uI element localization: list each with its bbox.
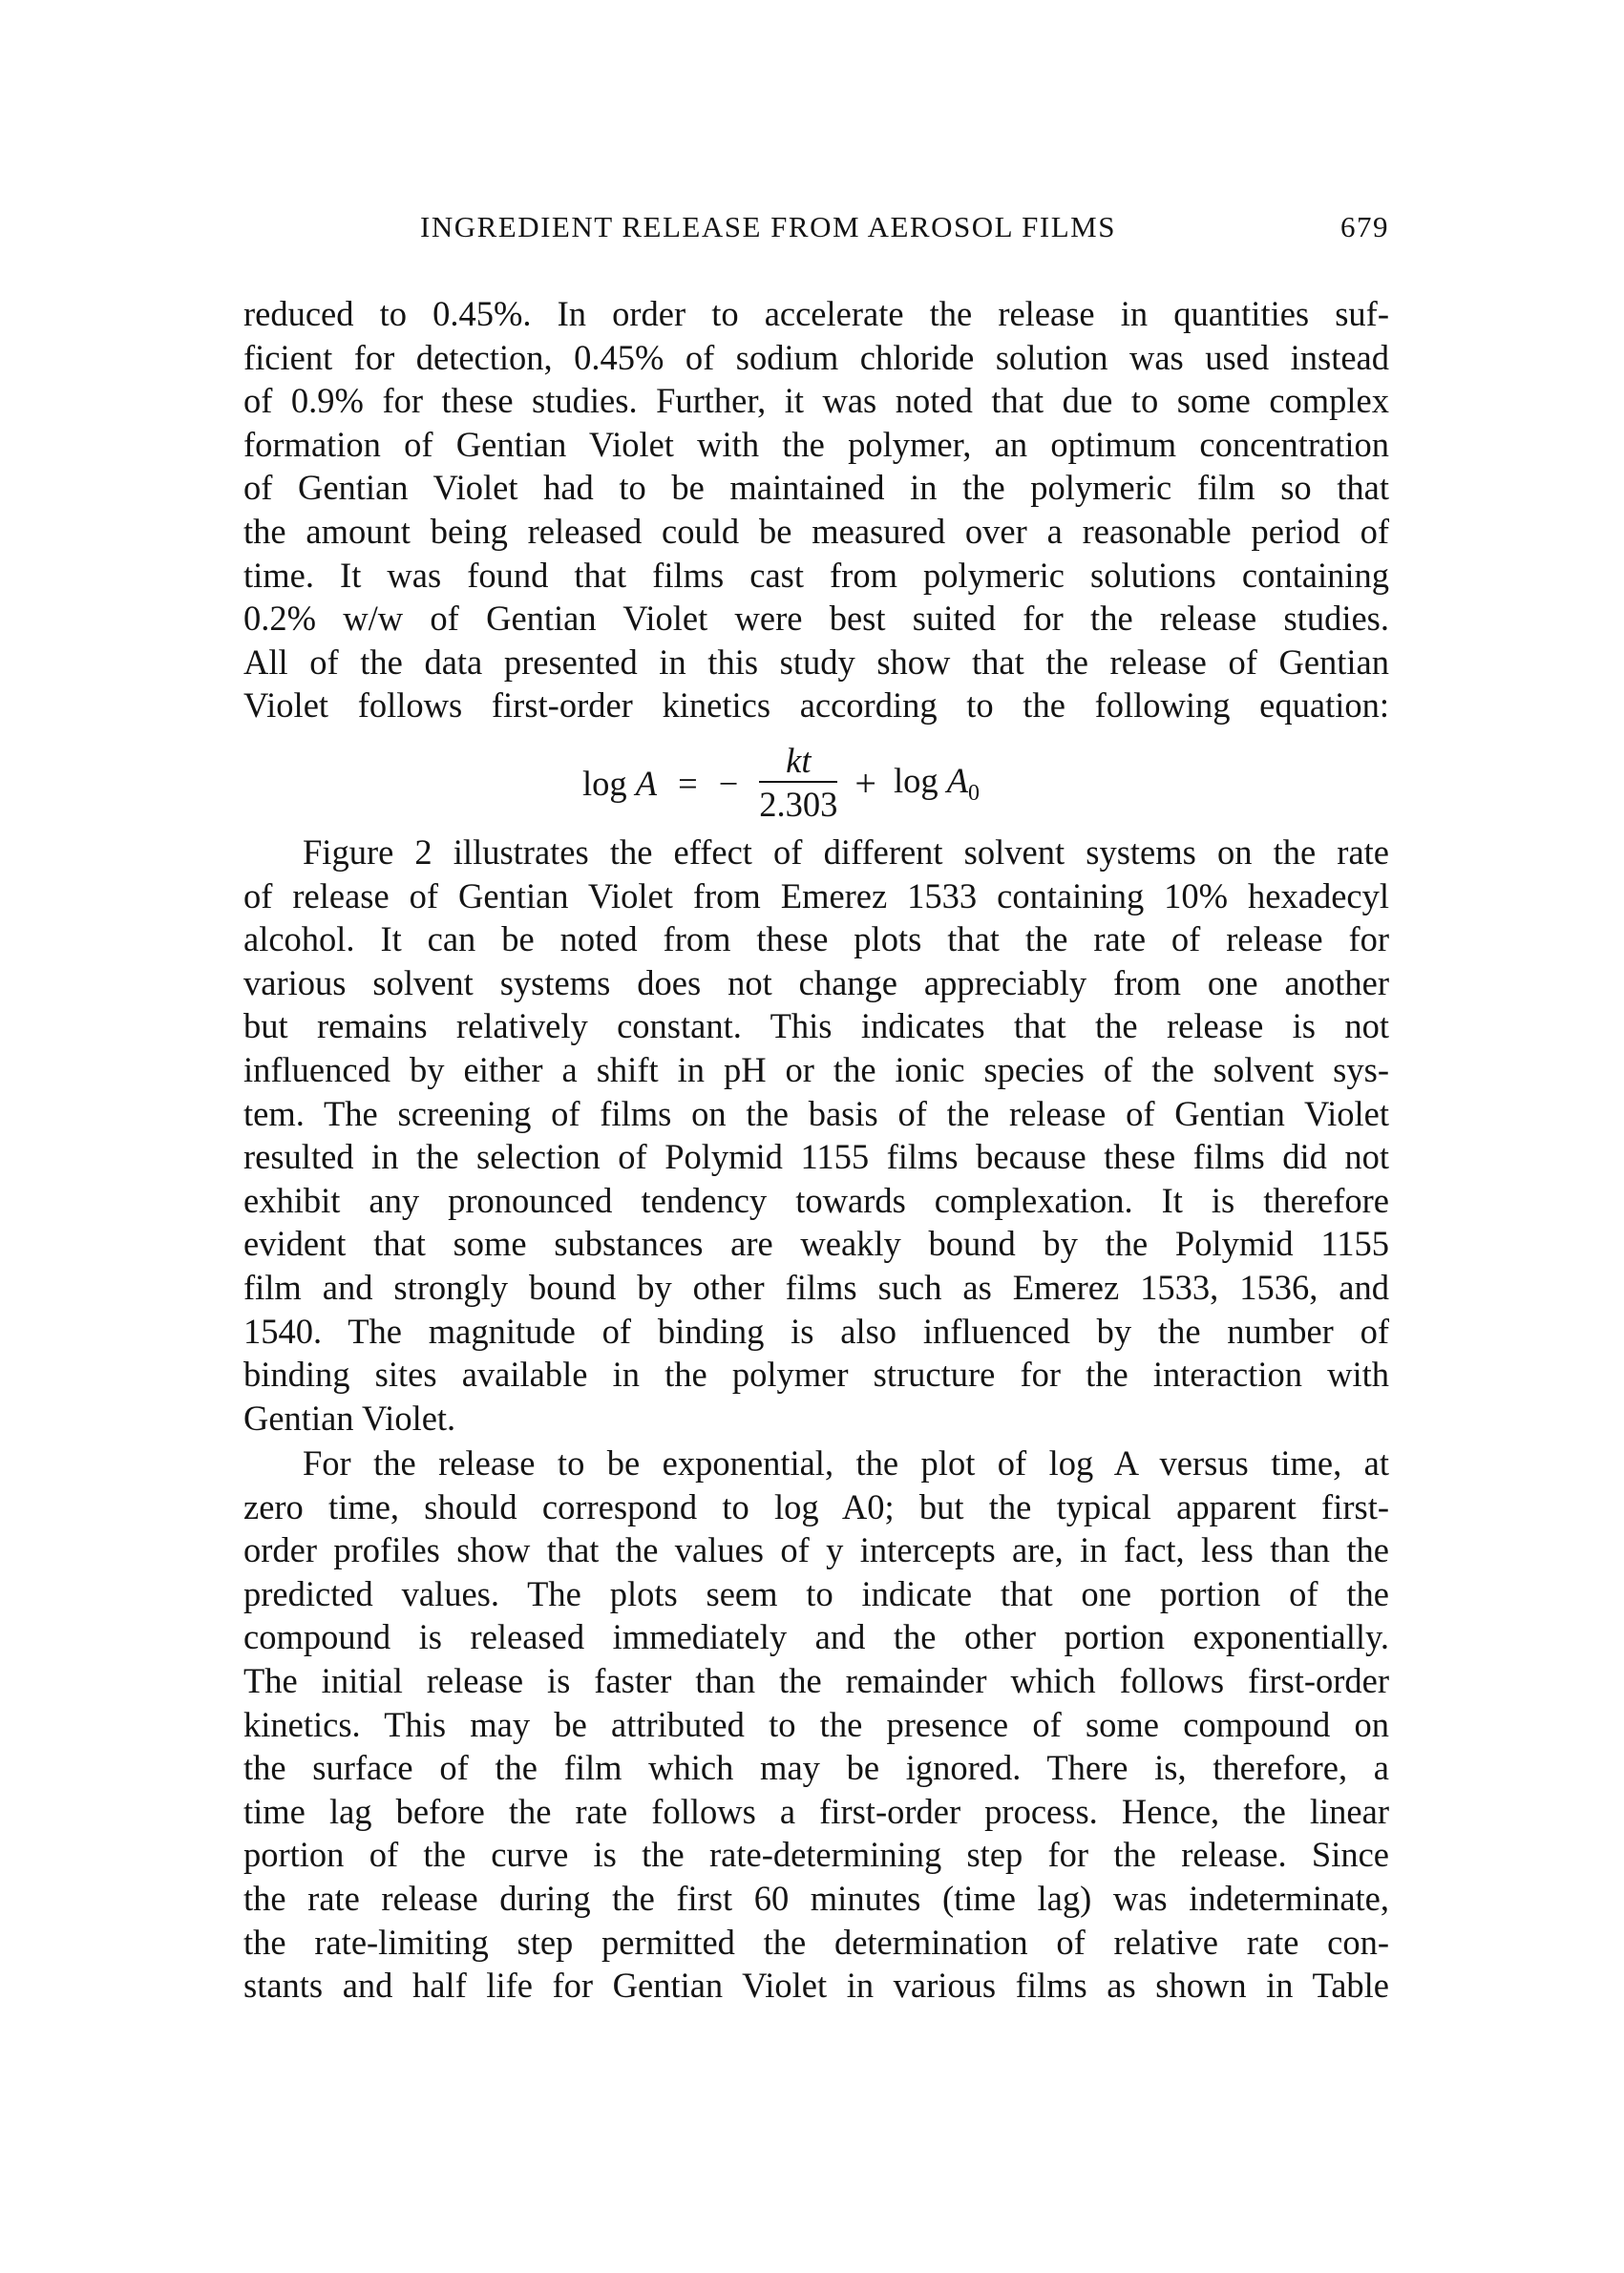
text-line: predicted values. The plots seem to indicate that one portion of the <box>243 1573 1389 1613</box>
equation-equals: = <box>678 763 698 803</box>
text-line: influenced by either a shift in pH or the ionic species of the solvent sys- <box>243 1049 1389 1089</box>
equation-minus: − <box>718 763 739 803</box>
text-line: For the release to be exponential, the plot of log A versus time, at <box>303 1443 1389 1483</box>
fraction-numerator: kt <box>786 741 812 780</box>
equation-fraction <box>759 742 837 824</box>
text-line: 1540. The magnitude of binding is also influenced by the number of <box>243 1311 1389 1351</box>
text-line: exhibit any pronounced tendency towards complexation. It is therefore <box>243 1180 1389 1220</box>
equation-lhs: log A <box>582 763 658 803</box>
running-title: INGREDIENT RELEASE FROM AEROSOL FILMS <box>420 210 1116 243</box>
text-line: kinetics. This may be attributed to the presence of some compound on <box>243 1704 1389 1744</box>
text-line: alcohol. It can be noted from these plots that the rate of release for <box>243 919 1389 959</box>
text-line: film and strongly bound by other films such as Emerez 1533, 1536, and <box>243 1267 1389 1307</box>
text-line: the rate release during the first 60 minutes (time lag) was indeterminate, <box>243 1878 1389 1918</box>
text-line: resulted in the selection of Polymid 1155 films because these films did not <box>243 1137 1389 1177</box>
text-line: 0.2% w/w of Gentian Violet were best suited for the release studies. <box>243 599 1389 639</box>
text-line: binding sites available in the polymer structure for the interaction with <box>243 1355 1389 1395</box>
text-line: the amount being released could be measured over a reasonable period of <box>243 511 1389 551</box>
text-line: but remains relatively constant. This indicates that the release is not <box>243 1006 1389 1046</box>
text-line: stants and half life for Gentian Violet in various films as shown in Table <box>243 1966 1389 2006</box>
text-line: Violet follows first-order kinetics according to the following equation: <box>243 685 1389 726</box>
text-line: Figure 2 illustrates the effect of different solvent systems on the rate <box>303 832 1389 872</box>
fraction-denominator: 2.303 <box>759 785 838 824</box>
text-line: evident that some substances are weakly bound by the Polymid 1155 <box>243 1224 1389 1264</box>
text-line: of release of Gentian Violet from Emerez 1533 containing 10% hexadecyl <box>243 875 1389 916</box>
page-number: 679 <box>1340 210 1389 243</box>
text-line: of 0.9% for these studies. Further, it was noted that due to some complex <box>243 381 1389 421</box>
paragraph-2 <box>243 831 1389 1440</box>
equation-rhs: $\log A_0$ <box>893 760 981 806</box>
text-line: the surface of the film which may be ignored. There is, therefore, a <box>243 1748 1389 1788</box>
paragraph-3 <box>243 1442 1389 2008</box>
text-line: The initial release is faster than the remainder which follows first-order <box>243 1660 1389 1700</box>
text-line: tem. The screening of films on the basis of the release of Gentian Violet <box>243 1093 1389 1133</box>
paragraph-1 <box>243 292 1389 727</box>
text-line: reduced to 0.45%. In order to accelerate the release in quantities suf- <box>243 294 1389 333</box>
text-line: various solvent systems does not change appreciably from one another <box>243 962 1389 1002</box>
text-line: ficient for detection, 0.45% of sodium chloride solution was used instead <box>243 337 1389 377</box>
text-line: All of the data presented in this study show that the release of Gentian <box>243 642 1389 682</box>
equation-subscript: 0 <box>968 780 981 806</box>
text-line: the rate-limiting step permitted the determination of relative rate con- <box>243 1922 1389 1962</box>
text-line: of Gentian Violet had to be maintained in the polymeric film so that <box>243 468 1389 508</box>
text-line: portion of the curve is the rate-determining step for the release. Since <box>243 1835 1389 1875</box>
text-line: Gentian Violet. <box>243 1398 456 1438</box>
text-line: order profiles show that the values of y intercepts are, in fact, less than the <box>243 1530 1389 1570</box>
text-line: time. It was found that films cast from polymeric solutions containing <box>243 555 1389 595</box>
running-head <box>420 208 1389 246</box>
text-line: compound is released immediately and the other portion exponentially. <box>243 1617 1389 1657</box>
text-line: time lag before the rate follows a first-order process. Hence, the linear <box>243 1791 1389 1831</box>
first-order-equation <box>582 740 980 826</box>
fraction-bar <box>759 781 837 783</box>
equation-plus: + <box>854 761 876 805</box>
text-line: zero time, should correspond to log A0; but the typical apparent first- <box>243 1486 1389 1526</box>
text-line: formation of Gentian Violet with the polymer, an optimum concentration <box>243 424 1389 464</box>
